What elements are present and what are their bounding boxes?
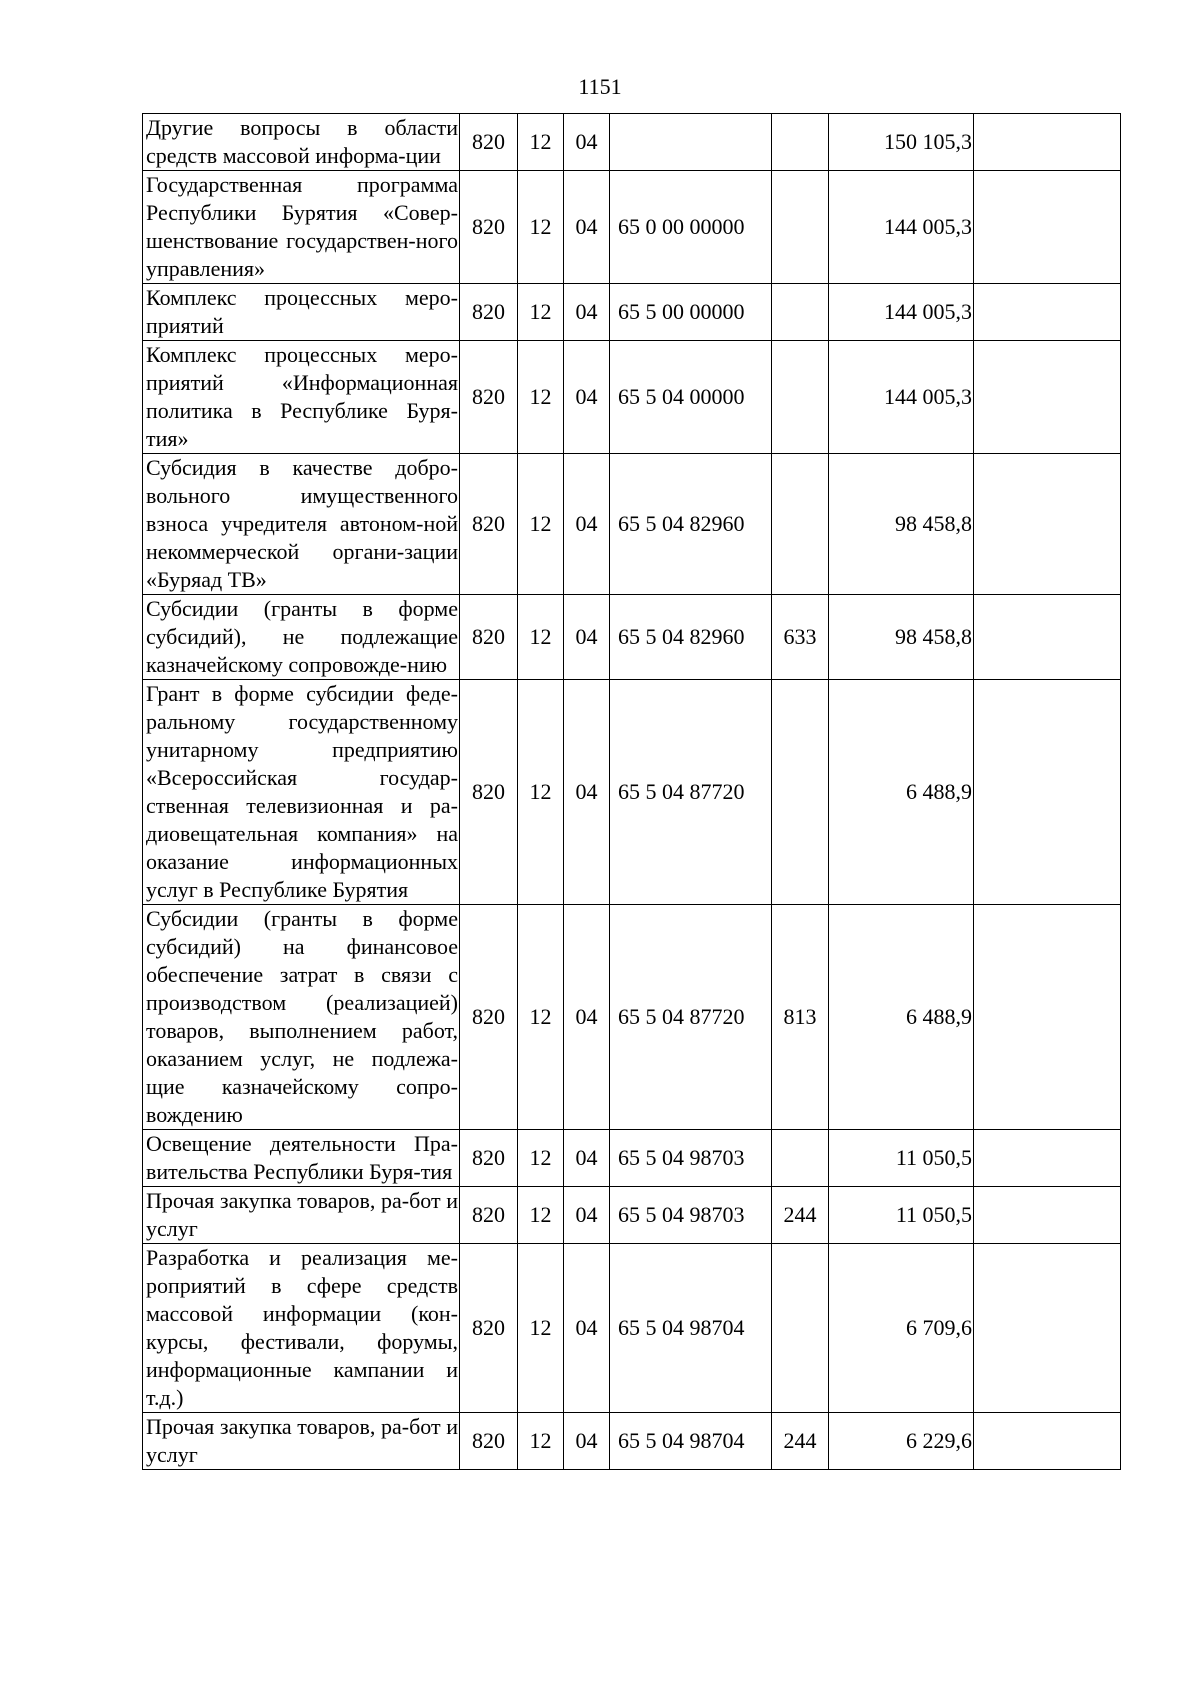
expense-type-code: 244 bbox=[772, 1187, 829, 1244]
expense-type-code bbox=[772, 1130, 829, 1187]
department-code: 820 bbox=[460, 595, 518, 680]
table-row bbox=[143, 680, 1121, 905]
table-row bbox=[143, 341, 1121, 454]
empty-cell bbox=[974, 1187, 1121, 1244]
table-row bbox=[143, 905, 1121, 1130]
expense-type-code bbox=[772, 114, 829, 171]
item-name: Субсидии (гранты в форме субсидий) на финансовое обеспечение затрат в связи с производством (реализацией) товаров, выполнением работ, оказанием услуг, не подлежа-щие казначейскому сопро-вождению bbox=[143, 905, 460, 1130]
section-code: 12 bbox=[518, 454, 564, 595]
section-code: 12 bbox=[518, 114, 564, 171]
amount: 6 488,9 bbox=[829, 680, 974, 905]
section-code: 12 bbox=[518, 1130, 564, 1187]
target-article-code: 65 5 04 00000 bbox=[610, 341, 772, 454]
subsection-code: 04 bbox=[564, 1187, 610, 1244]
item-name: Государственная программа Республики Бурятия «Совер-шенствование государствен-ного управления» bbox=[143, 171, 460, 284]
empty-cell bbox=[974, 171, 1121, 284]
department-code: 820 bbox=[460, 680, 518, 905]
empty-cell bbox=[974, 341, 1121, 454]
amount: 150 105,3 bbox=[829, 114, 974, 171]
target-article-code: 65 5 04 82960 bbox=[610, 454, 772, 595]
amount: 144 005,3 bbox=[829, 341, 974, 454]
subsection-code: 04 bbox=[564, 341, 610, 454]
amount: 6 488,9 bbox=[829, 905, 974, 1130]
empty-cell bbox=[974, 284, 1121, 341]
table-row bbox=[143, 454, 1121, 595]
empty-cell bbox=[974, 1130, 1121, 1187]
department-code: 820 bbox=[460, 114, 518, 171]
department-code: 820 bbox=[460, 1413, 518, 1470]
target-article-code bbox=[610, 114, 772, 171]
item-name: Грант в форме субсидии феде-ральному государственному унитарному предприятию «Всероссийская государ-ственная телевизионная и ра-диовещательная компания» на оказание информационных услуг в Республике Бурятия bbox=[143, 680, 460, 905]
department-code: 820 bbox=[460, 1187, 518, 1244]
target-article-code: 65 5 04 82960 bbox=[610, 595, 772, 680]
empty-cell bbox=[974, 595, 1121, 680]
department-code: 820 bbox=[460, 1130, 518, 1187]
department-code: 820 bbox=[460, 284, 518, 341]
department-code: 820 bbox=[460, 905, 518, 1130]
department-code: 820 bbox=[460, 341, 518, 454]
amount: 98 458,8 bbox=[829, 454, 974, 595]
section-code: 12 bbox=[518, 171, 564, 284]
item-name: Разработка и реализация ме-роприятий в сфере средств массовой информации (кон-курсы, фестивали, форумы, информационные кампании и т.д.) bbox=[143, 1244, 460, 1413]
expense-type-code: 633 bbox=[772, 595, 829, 680]
item-name: Прочая закупка товаров, ра-бот и услуг bbox=[143, 1413, 460, 1470]
department-code: 820 bbox=[460, 454, 518, 595]
section-code: 12 bbox=[518, 1244, 564, 1413]
target-article-code: 65 5 04 87720 bbox=[610, 905, 772, 1130]
target-article-code: 65 5 00 00000 bbox=[610, 284, 772, 341]
amount: 11 050,5 bbox=[829, 1130, 974, 1187]
subsection-code: 04 bbox=[564, 680, 610, 905]
expense-type-code: 244 bbox=[772, 1413, 829, 1470]
budget-table bbox=[142, 113, 1121, 1470]
section-code: 12 bbox=[518, 905, 564, 1130]
page-number: 1151 bbox=[578, 74, 622, 99]
amount: 144 005,3 bbox=[829, 171, 974, 284]
expense-type-code bbox=[772, 1244, 829, 1413]
subsection-code: 04 bbox=[564, 454, 610, 595]
empty-cell bbox=[974, 454, 1121, 595]
target-article-code: 65 5 04 98703 bbox=[610, 1130, 772, 1187]
empty-cell bbox=[974, 1244, 1121, 1413]
target-article-code: 65 0 00 00000 bbox=[610, 171, 772, 284]
department-code: 820 bbox=[460, 1244, 518, 1413]
section-code: 12 bbox=[518, 1187, 564, 1244]
item-name: Комплекс процессных меро-приятий bbox=[143, 284, 460, 341]
expense-type-code bbox=[772, 171, 829, 284]
item-name: Субсидии (гранты в форме субсидий), не подлежащие казначейскому сопровожде-нию bbox=[143, 595, 460, 680]
target-article-code: 65 5 04 98704 bbox=[610, 1244, 772, 1413]
empty-cell bbox=[974, 680, 1121, 905]
subsection-code: 04 bbox=[564, 1130, 610, 1187]
empty-cell bbox=[974, 905, 1121, 1130]
table-row bbox=[143, 1130, 1121, 1187]
target-article-code: 65 5 04 87720 bbox=[610, 680, 772, 905]
section-code: 12 bbox=[518, 341, 564, 454]
amount: 6 709,6 bbox=[829, 1244, 974, 1413]
table-row bbox=[143, 114, 1121, 171]
expense-type-code bbox=[772, 680, 829, 905]
table-row bbox=[143, 1413, 1121, 1470]
subsection-code: 04 bbox=[564, 905, 610, 1130]
section-code: 12 bbox=[518, 1413, 564, 1470]
item-name: Субсидия в качестве добро-вольного имущественного взноса учредителя автоном-ной некоммерческой органи-зации «Буряад ТВ» bbox=[143, 454, 460, 595]
empty-cell bbox=[974, 114, 1121, 171]
table-row bbox=[143, 1187, 1121, 1244]
expense-type-code: 813 bbox=[772, 905, 829, 1130]
subsection-code: 04 bbox=[564, 595, 610, 680]
department-code: 820 bbox=[460, 171, 518, 284]
amount: 11 050,5 bbox=[829, 1187, 974, 1244]
expense-type-code bbox=[772, 341, 829, 454]
amount: 98 458,8 bbox=[829, 595, 974, 680]
target-article-code: 65 5 04 98703 bbox=[610, 1187, 772, 1244]
item-name: Другие вопросы в области средств массовой информа-ции bbox=[143, 114, 460, 171]
subsection-code: 04 bbox=[564, 284, 610, 341]
subsection-code: 04 bbox=[564, 1413, 610, 1470]
table-row bbox=[143, 595, 1121, 680]
target-article-code: 65 5 04 98704 bbox=[610, 1413, 772, 1470]
table-row bbox=[143, 284, 1121, 341]
subsection-code: 04 bbox=[564, 171, 610, 284]
item-name: Комплекс процессных меро-приятий «Информационная политика в Республике Буря-тия» bbox=[143, 341, 460, 454]
subsection-code: 04 bbox=[564, 1244, 610, 1413]
amount: 144 005,3 bbox=[829, 284, 974, 341]
subsection-code: 04 bbox=[564, 114, 610, 171]
section-code: 12 bbox=[518, 595, 564, 680]
table-body bbox=[143, 114, 1121, 1470]
empty-cell bbox=[974, 1413, 1121, 1470]
expense-type-code bbox=[772, 454, 829, 595]
item-name: Освещение деятельности Пра-вительства Республики Буря-тия bbox=[143, 1130, 460, 1187]
table-row bbox=[143, 1244, 1121, 1413]
section-code: 12 bbox=[518, 680, 564, 905]
expense-type-code bbox=[772, 284, 829, 341]
amount: 6 229,6 bbox=[829, 1413, 974, 1470]
table-row bbox=[143, 171, 1121, 284]
item-name: Прочая закупка товаров, ра-бот и услуг bbox=[143, 1187, 460, 1244]
section-code: 12 bbox=[518, 284, 564, 341]
